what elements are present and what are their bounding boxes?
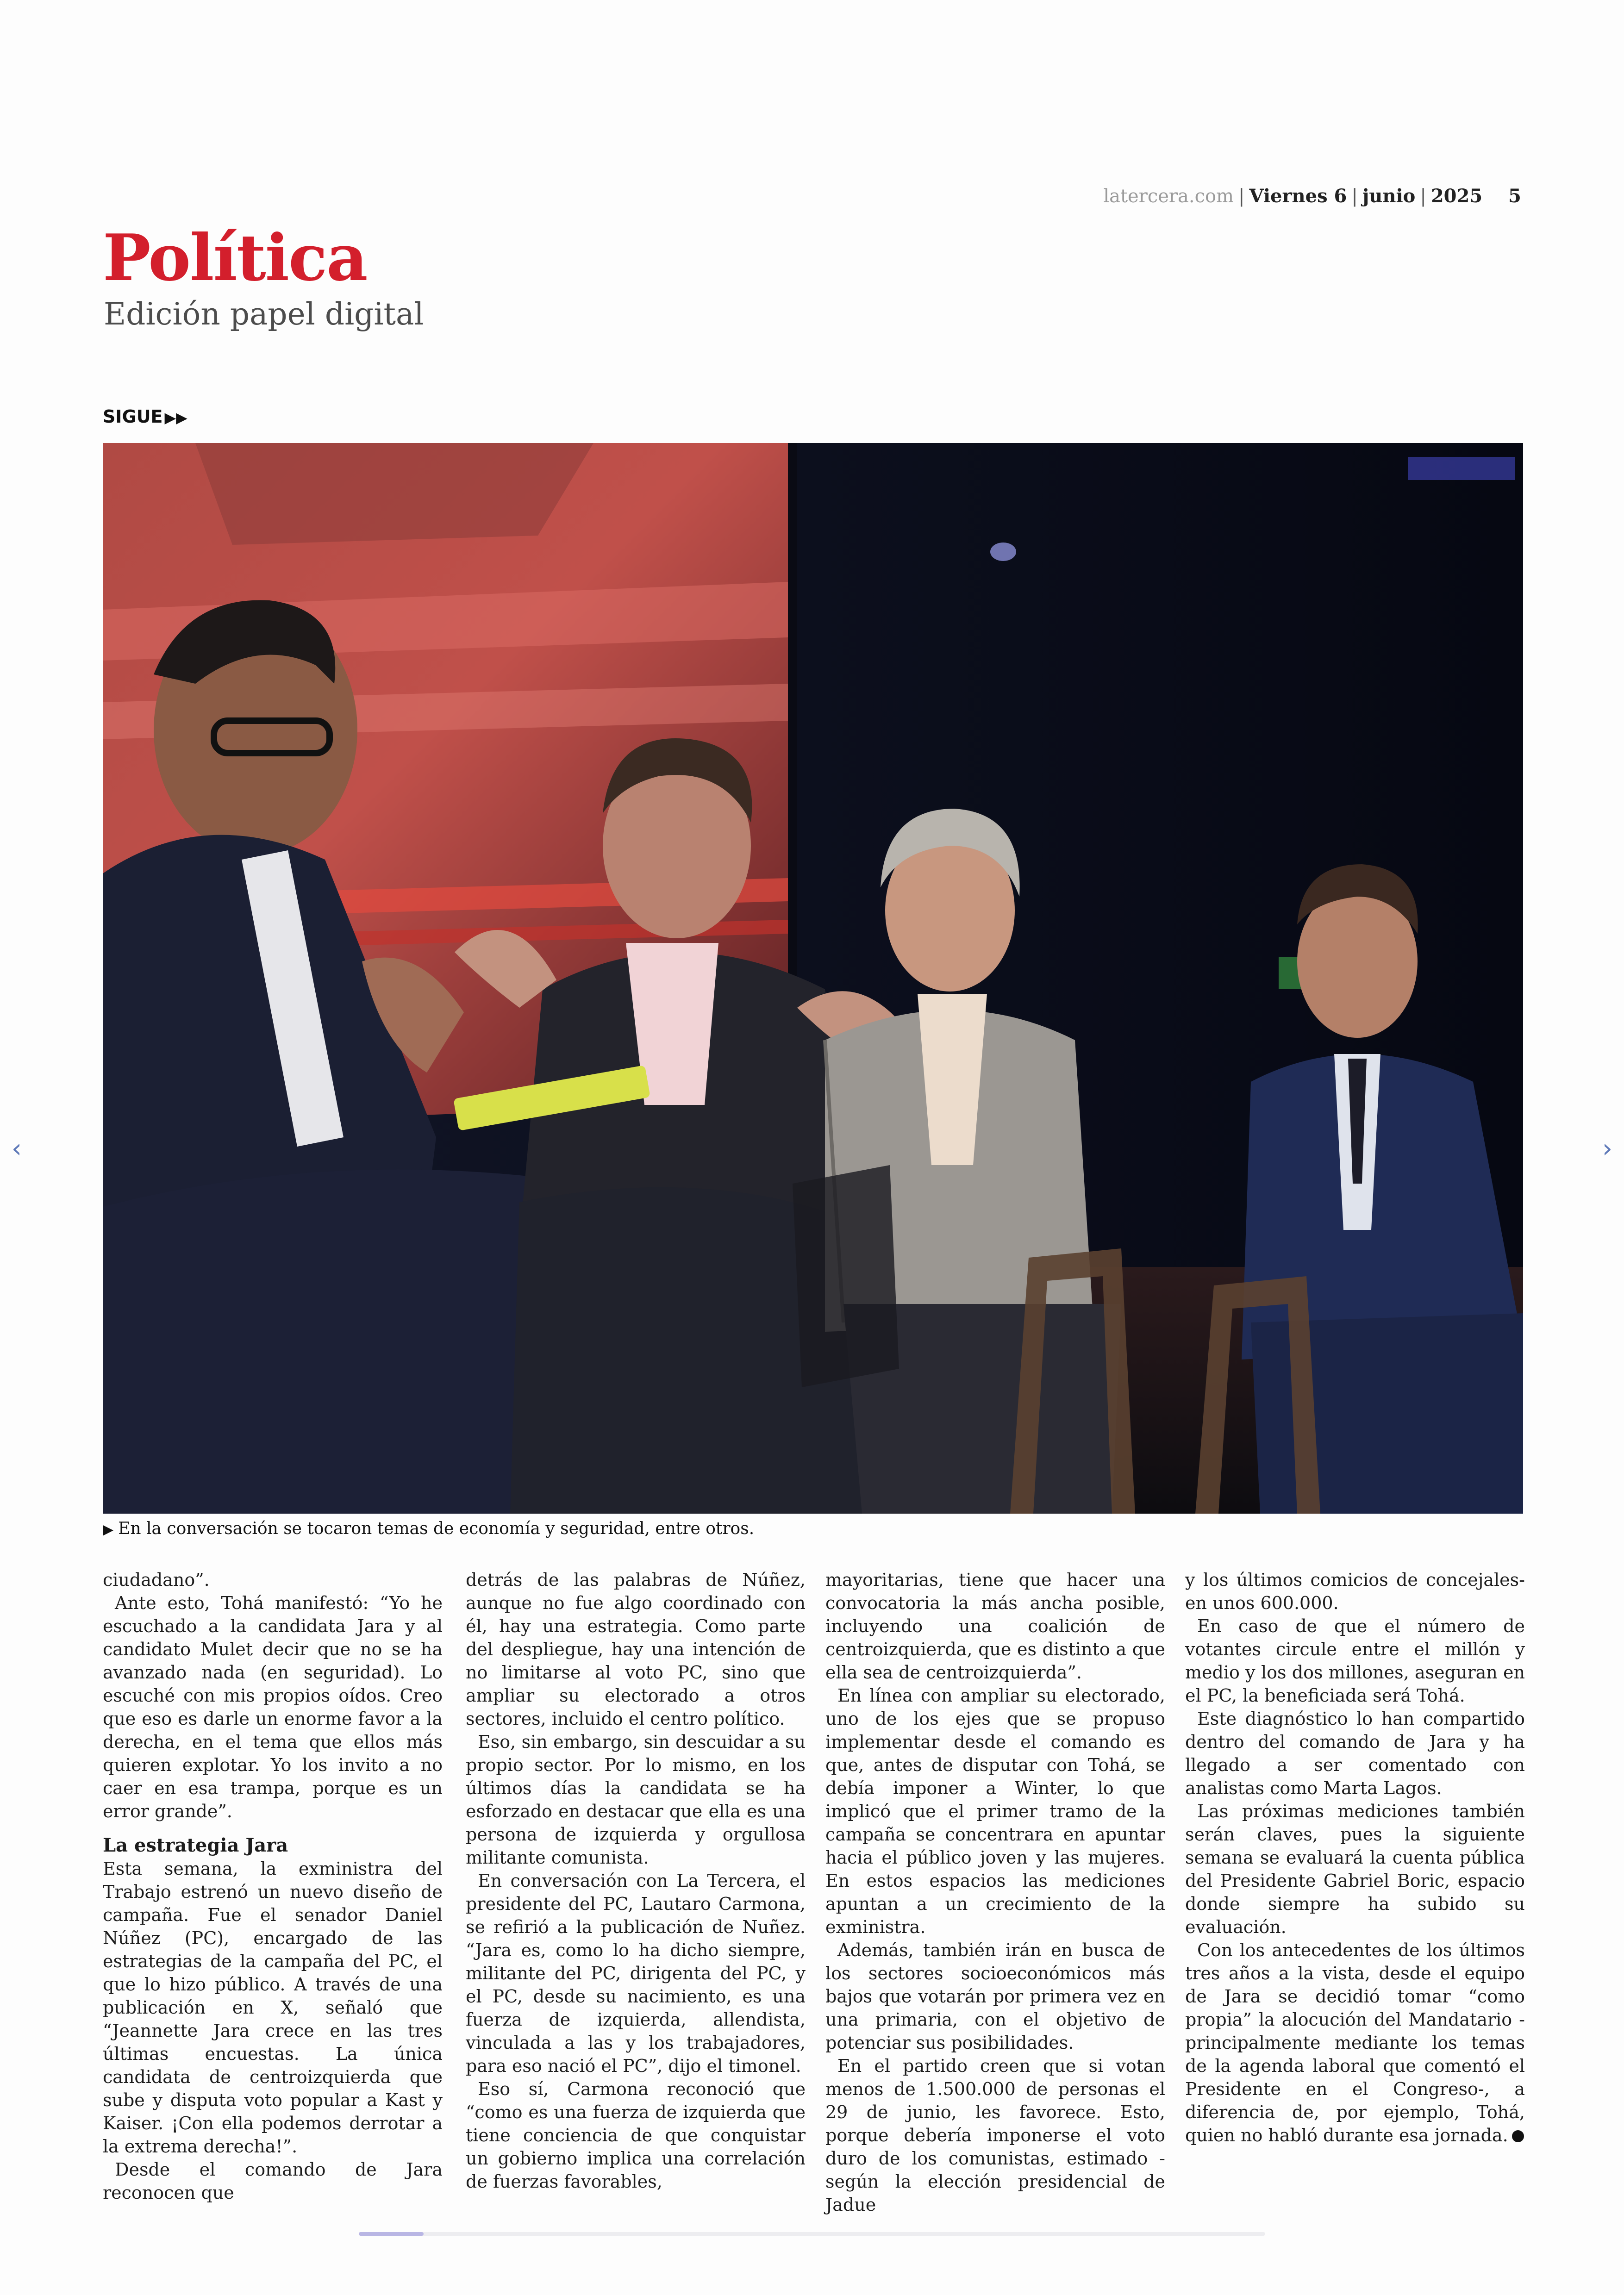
caption-text: En la conversación se tocaron temas de economía y seguridad, entre otros. [118, 1519, 755, 1538]
article-column-4 [1185, 1568, 1525, 2147]
paragraph: mayoritarias, tiene que hacer una convocatoria la más ancha posible, incluyendo una coalición de centroizquierda, que es distinto a que ella sea de centroizquierda”. [825, 1570, 1165, 1683]
play-icon: ▶ [103, 1522, 114, 1538]
paragraph: Eso, sin embargo, sin descuidar a su propio sector. Por lo mismo, en los últimos días la candidata se ha esforzado en destacar que ella es una persona de izquierda y orgullosa militante comunista. [466, 1732, 806, 1868]
paragraph: ciudadano”. [103, 1570, 210, 1590]
separator: | [1351, 186, 1358, 207]
site-name[interactable]: latercera.com [1103, 186, 1234, 207]
panel-discussion-photo [103, 443, 1523, 1514]
separator: | [1420, 186, 1426, 207]
paragraph: Además, también irán en busca de los sectores socioeconómicos más bajos que votarán por primera vez en una primaria, con el objetivo de potenciar sus posibilidades. [825, 1940, 1165, 2053]
paragraph: y los últimos comicios de concejales- en unos 600.000. [1185, 1570, 1525, 1613]
dateline-month: junio [1362, 185, 1416, 207]
article-column-1 [103, 1568, 443, 2204]
chevron-right-icon: › [1602, 1134, 1613, 1164]
chevron-left-icon: ‹ [11, 1134, 22, 1164]
article-column-3 [825, 1568, 1165, 2216]
paragraph-text: Con los antecedentes de los últimos tres años a la vista, desde el equipo de Jara se decidió tomar “como propia” la alocución del Mandatario -principalmente mediante los temas de la agenda laboral que comentó el Presidente en el Congreso-, a diferencia de, por ejemplo, Tohá, quien no habló durante esa jornada. [1185, 1940, 1525, 2145]
paragraph: En línea con ampliar su electorado, uno de los ejes que se propuso implementar desde el comando es que, antes de disputar con Tohá, se debía imponer a Winter, lo que implicó que el primer tramo de la campaña se concentrara en apuntar hacia el público joven y las mujeres. En estos espacios las mediciones apuntan a un crecimiento de la exministra. [825, 1685, 1165, 1937]
subheading: La estrategia Jara [103, 1834, 288, 1856]
page-progress-bar[interactable] [359, 2232, 1265, 2236]
end-of-article-icon [1512, 2130, 1524, 2142]
paragraph: Este diagnóstico lo han compartido dentro del comando de Jara y ha llegado a ser comentado con analistas como Marta Lagos. [1185, 1709, 1525, 1798]
continued-text: SIGUE [103, 406, 163, 427]
paragraph: Desde el comando de Jara reconocen que [103, 2159, 443, 2203]
paragraph: En el partido creen que si votan menos de 1.500.000 de personas el 29 de junio, les favorece. Esto, porque debería imponerse el voto duro de los comunistas, estimado -según la elección presidencial de Jadue [825, 2056, 1165, 2215]
article-photo [103, 443, 1523, 1514]
paragraph: detrás de las palabras de Núñez, aunque no fue algo coordinado con él, hay una estrategia. Como parte del despliegue, hay una intención de no limitarse al voto PC, sino que ampliar su electorado a otros sectores, incluido el centro político. [466, 1570, 806, 1729]
next-page-button[interactable] [1597, 1135, 1618, 1163]
page-progress-fill [359, 2232, 424, 2236]
dateline-weekday: Viernes 6 [1249, 185, 1347, 207]
double-play-icon: ▶▶ [164, 409, 187, 426]
paragraph: Las próximas mediciones también serán claves, pues la siguiente semana se evaluará la cuenta pública del Presidente Gabriel Boric, espacio donde siempre ha subido su evaluación. [1185, 1801, 1525, 1937]
section-subtitle: Edición papel digital [104, 296, 424, 332]
paragraph [1185, 1939, 1525, 2147]
continued-label [103, 406, 187, 427]
paragraph: En conversación con La Tercera, el presidente del PC, Lautaro Carmona, se refirió a la publicación de Nuñez. “Jara es, como lo ha dicho siempre, militante del PC, dirigenta del PC, y el PC, desde su nacimiento, es una fuerza de izquierda, allendista, vinculada a las y los trabajadores, para eso nació el PC”, dijo el timonel. [466, 1871, 806, 2076]
paragraph: Ante esto, Tohá manifestó: “Yo he escuchado a la candidata Jara y al candidato Mulet decir que no se ha avanzado nada (en seguridad). Lo escuché con mis propios oídos. Creo que eso es darle un enorme favor a la derecha, en el tema que ellos más quieren explotar. Yo los invito a no caer en esa trampa, porque es un error grande”. [103, 1593, 443, 1821]
paragraph: Esta semana, la exministra del Trabajo estrenó un nuevo diseño de campaña. Fue el senador Daniel Núñez (PC), encargado de las estrategias de la campaña del PC, el que lo hizo público. A través de una publicación en X, señaló que “Jeannette Jara crece en las tres últimas encuestas. La única candidata de centroizquierda que sube y disputa voto popular a Kast y Kaiser. ¡Con ella podemos derrotar a la extrema derecha!”. [103, 1858, 443, 2157]
paragraph: Eso sí, Carmona reconoció que “como es una fuerza de izquierda que tiene conciencia de que conquistar un gobierno implica una correlación de fuerzas favorables, [466, 2079, 806, 2192]
separator: | [1238, 186, 1245, 207]
page-number: 5 [1508, 185, 1521, 207]
article-column-2 [466, 1568, 806, 2193]
dateline-year: 2025 [1430, 185, 1483, 207]
photo-caption [103, 1519, 754, 1538]
section-title: Política [103, 220, 367, 295]
paragraph: En caso de que el número de votantes circule entre el millón y medio y los dos millones, aseguran en el PC, la beneficiada será Tohá. [1185, 1616, 1525, 1706]
edition-dateline [1103, 185, 1521, 207]
previous-page-button[interactable] [6, 1135, 27, 1163]
